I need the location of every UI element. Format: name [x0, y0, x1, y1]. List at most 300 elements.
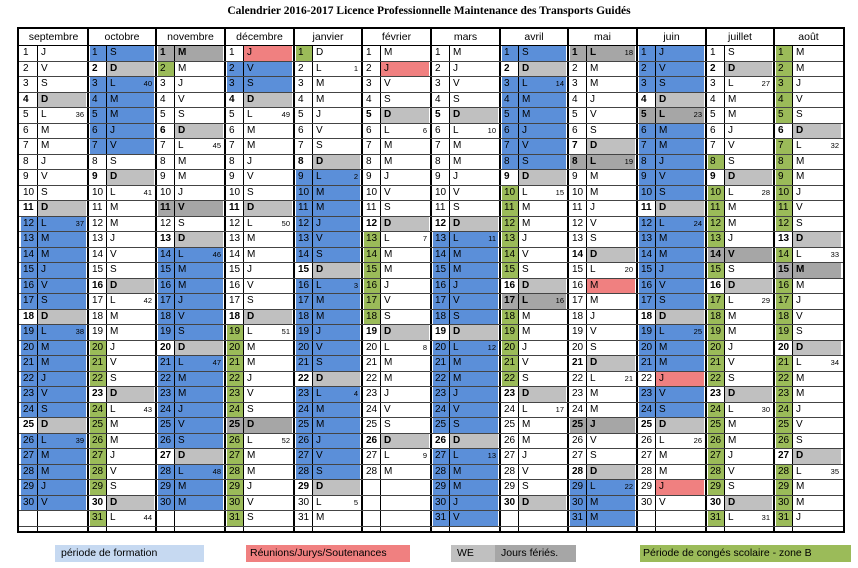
day-number: 30	[710, 497, 722, 508]
day-cell	[502, 402, 566, 417]
day-letter: V	[247, 63, 254, 74]
day-cell	[296, 247, 360, 262]
day-number: 12	[92, 218, 104, 229]
day-letter: M	[590, 280, 599, 291]
day-number: 7	[504, 140, 510, 151]
day-cell	[570, 123, 635, 138]
day-cell	[227, 278, 292, 293]
day-cell	[364, 417, 429, 433]
day-letter: L	[178, 140, 184, 151]
day-number: 16	[23, 280, 35, 291]
day-cell	[227, 293, 292, 309]
day-cell	[21, 355, 86, 371]
week-number: 14	[555, 79, 564, 88]
day-cell	[433, 185, 498, 200]
day-number: 14	[504, 249, 516, 260]
week-number: 46	[212, 250, 221, 259]
day-letter: M	[178, 388, 187, 399]
day-letter: L	[110, 78, 116, 89]
day-letter: S	[522, 47, 529, 58]
day-letter: L	[453, 342, 459, 353]
month-divider	[567, 29, 569, 531]
day-letter: L	[384, 342, 390, 353]
day-letter: S	[178, 326, 185, 337]
day-cell	[227, 340, 292, 355]
day-cell	[570, 293, 635, 309]
day-letter: M	[522, 218, 531, 229]
day-number: 13	[366, 233, 378, 244]
day-number: 10	[778, 187, 790, 198]
day-cell	[502, 371, 566, 386]
day-cell	[776, 510, 841, 526]
day-letter: S	[41, 187, 48, 198]
day-number: 18	[710, 311, 722, 322]
day-letter: L	[796, 357, 802, 368]
legend-we: WE	[451, 545, 501, 562]
day-cell	[90, 185, 154, 200]
day-letter: M	[178, 47, 187, 58]
day-cell	[433, 433, 498, 448]
day-cell	[570, 340, 635, 355]
day-number: 27	[298, 450, 310, 461]
day-letter: J	[41, 264, 46, 275]
day-number: 9	[92, 171, 98, 182]
day-letter: M	[384, 264, 393, 275]
day-cell	[296, 154, 360, 169]
day-number: 26	[572, 435, 584, 446]
day-cell	[90, 76, 154, 92]
day-letter: J	[247, 373, 252, 384]
day-letter: S	[796, 109, 803, 120]
day-letter: D	[41, 311, 49, 322]
day-number: 18	[435, 311, 447, 322]
day-letter: L	[247, 326, 253, 337]
day-number: 13	[641, 233, 653, 244]
day-cell	[158, 495, 223, 510]
day-cell	[90, 216, 154, 231]
day-letter: L	[590, 481, 596, 492]
day-number: 12	[504, 218, 516, 229]
day-letter: J	[178, 404, 183, 415]
day-cell	[502, 495, 566, 510]
day-cell	[364, 464, 429, 479]
day-number: 6	[641, 125, 647, 136]
week-number: 18	[624, 48, 633, 57]
day-number: 11	[504, 202, 515, 213]
week-number: 36	[75, 110, 84, 119]
day-cell	[364, 247, 429, 262]
day-letter: D	[522, 280, 530, 291]
day-number: 1	[572, 47, 578, 58]
day-number: 29	[435, 481, 447, 492]
day-cell	[90, 340, 154, 355]
week-number: 2	[353, 172, 358, 181]
day-letter: D	[110, 280, 118, 291]
day-cell	[296, 464, 360, 479]
row-divider	[19, 185, 843, 186]
week-number: 4	[353, 389, 358, 398]
month-divider	[224, 29, 226, 531]
week-number: 40	[143, 79, 152, 88]
day-cell	[21, 479, 86, 495]
day-number: 31	[572, 512, 584, 523]
day-cell	[158, 216, 223, 231]
day-letter: S	[659, 295, 666, 306]
day-number: 21	[366, 357, 378, 368]
day-letter: J	[110, 233, 115, 244]
day-cell	[364, 371, 429, 386]
day-cell	[158, 45, 223, 61]
day-number: 1	[710, 47, 716, 58]
day-number: 23	[366, 388, 378, 399]
day-letter: V	[41, 388, 48, 399]
day-number: 23	[435, 388, 447, 399]
day-number: 17	[160, 295, 172, 306]
week-number: 52	[281, 436, 290, 445]
day-cell	[708, 216, 772, 231]
day-number: 7	[572, 140, 578, 151]
week-number: 48	[212, 467, 221, 476]
day-number: 11	[641, 202, 652, 213]
day-number: 9	[778, 171, 784, 182]
day-number: 26	[298, 435, 310, 446]
day-cell	[158, 169, 223, 185]
week-number: 34	[830, 358, 839, 367]
day-letter: J	[522, 233, 527, 244]
day-number: 31	[92, 512, 104, 523]
day-cell	[296, 293, 360, 309]
day-letter: M	[247, 357, 256, 368]
day-letter: J	[590, 311, 595, 322]
day-number: 10	[160, 187, 172, 198]
day-cell	[158, 185, 223, 200]
day-letter: V	[247, 171, 254, 182]
day-cell	[433, 200, 498, 216]
day-cell	[364, 340, 429, 355]
day-letter: V	[110, 357, 117, 368]
day-cell	[227, 169, 292, 185]
day-number: 20	[298, 342, 310, 353]
day-cell	[708, 123, 772, 138]
day-cell	[708, 61, 772, 76]
day-number: 10	[435, 187, 447, 198]
day-letter: M	[522, 94, 531, 105]
day-letter: V	[316, 125, 323, 136]
day-cell	[502, 45, 566, 61]
day-cell	[227, 355, 292, 371]
day-letter: S	[316, 140, 323, 151]
day-number: 16	[298, 280, 310, 291]
day-cell	[502, 309, 566, 324]
day-letter: M	[522, 109, 531, 120]
row-divider	[19, 169, 843, 170]
day-number: 13	[92, 233, 104, 244]
day-number: 16	[366, 280, 378, 291]
day-cell	[433, 448, 498, 464]
day-cell	[433, 169, 498, 185]
day-number: 5	[572, 109, 578, 120]
day-cell	[433, 510, 498, 526]
day-number: 2	[298, 63, 304, 74]
row-divider	[19, 309, 843, 310]
day-cell	[776, 92, 841, 107]
day-letter: J	[659, 373, 664, 384]
day-cell	[708, 185, 772, 200]
day-number: 22	[641, 373, 653, 384]
day-number: 13	[778, 233, 790, 244]
day-number: 10	[504, 187, 516, 198]
day-number: 18	[23, 311, 35, 322]
day-number: 2	[160, 63, 166, 74]
day-letter: V	[41, 171, 48, 182]
day-number: 4	[572, 94, 578, 105]
day-number: 9	[641, 171, 647, 182]
day-number: 5	[92, 109, 98, 120]
day-number: 13	[504, 233, 516, 244]
day-letter: L	[522, 404, 528, 415]
day-cell	[227, 479, 292, 495]
row-divider	[19, 386, 843, 387]
day-letter: J	[659, 481, 664, 492]
day-cell	[708, 417, 772, 433]
day-cell	[639, 92, 704, 107]
day-cell	[90, 154, 154, 169]
day-cell	[21, 61, 86, 76]
day-letter: V	[590, 218, 597, 229]
day-letter: S	[728, 373, 735, 384]
day-number: 17	[435, 295, 447, 306]
day-letter: D	[522, 63, 530, 74]
day-number: 14	[641, 249, 653, 260]
day-cell	[433, 92, 498, 107]
day-number: 20	[504, 342, 516, 353]
day-column-divider	[792, 45, 793, 531]
day-letter: V	[178, 94, 185, 105]
day-number: 17	[366, 295, 378, 306]
day-cell	[158, 340, 223, 355]
week-number: 24	[693, 219, 702, 228]
day-cell	[433, 293, 498, 309]
day-letter: D	[178, 125, 186, 136]
day-letter: M	[796, 264, 805, 275]
day-number: 19	[504, 326, 516, 337]
day-letter: M	[316, 512, 325, 523]
month-header: décembre	[236, 31, 283, 43]
day-cell	[639, 402, 704, 417]
day-number: 21	[23, 357, 35, 368]
day-cell	[364, 45, 429, 61]
day-cell	[227, 495, 292, 510]
day-cell	[708, 386, 772, 402]
day-number: 27	[710, 450, 722, 461]
day-letter: V	[522, 357, 529, 368]
day-letter: D	[590, 140, 598, 151]
day-cell	[570, 495, 635, 510]
day-cell	[158, 402, 223, 417]
day-letter: D	[110, 388, 118, 399]
day-letter: S	[110, 481, 117, 492]
day-letter: M	[453, 466, 462, 477]
month-header: janvier	[312, 31, 344, 43]
day-number: 14	[366, 249, 378, 260]
day-letter: M	[384, 47, 393, 58]
day-cell	[227, 386, 292, 402]
day-cell	[639, 247, 704, 262]
day-number: 5	[641, 109, 647, 120]
day-letter: V	[796, 311, 803, 322]
day-number: 25	[572, 419, 584, 430]
day-cell	[502, 433, 566, 448]
day-cell	[90, 262, 154, 278]
day-letter: M	[316, 78, 325, 89]
day-cell	[570, 324, 635, 340]
day-number: 2	[778, 63, 784, 74]
day-number: 30	[298, 497, 310, 508]
day-cell	[776, 386, 841, 402]
day-number: 19	[710, 326, 722, 337]
day-number: 21	[572, 357, 584, 368]
day-letter: S	[728, 481, 735, 492]
day-letter: M	[590, 295, 599, 306]
day-number: 21	[229, 357, 241, 368]
day-number: 25	[92, 419, 104, 430]
day-letter: M	[453, 249, 462, 260]
day-letter: M	[728, 218, 737, 229]
day-number: 17	[298, 295, 310, 306]
day-cell	[776, 293, 841, 309]
day-letter: M	[247, 450, 256, 461]
month-divider	[361, 29, 363, 531]
day-cell	[639, 231, 704, 247]
day-number: 2	[366, 63, 372, 74]
day-number: 9	[366, 171, 372, 182]
row-divider	[19, 355, 843, 356]
day-number: 10	[366, 187, 378, 198]
day-cell	[776, 123, 841, 138]
day-letter: J	[41, 373, 46, 384]
day-number: 23	[229, 388, 241, 399]
day-cell	[90, 479, 154, 495]
day-number: 4	[710, 94, 716, 105]
day-number: 6	[23, 125, 29, 136]
day-letter: V	[316, 342, 323, 353]
day-cell	[364, 216, 429, 231]
day-letter: J	[453, 497, 458, 508]
day-letter: M	[41, 140, 50, 151]
day-letter: S	[522, 264, 529, 275]
day-letter: D	[316, 264, 324, 275]
day-letter: L	[316, 63, 322, 74]
week-number: 51	[281, 327, 290, 336]
day-letter: M	[590, 388, 599, 399]
day-number: 25	[641, 419, 653, 430]
day-cell	[158, 479, 223, 495]
day-cell	[364, 278, 429, 293]
day-number: 11	[572, 202, 583, 213]
day-cell	[90, 61, 154, 76]
day-number: 25	[298, 419, 310, 430]
day-number: 4	[23, 94, 29, 105]
day-number: 13	[298, 233, 310, 244]
day-number: 26	[778, 435, 790, 446]
day-number: 6	[778, 125, 784, 136]
day-letter: M	[316, 187, 325, 198]
day-cell	[21, 309, 86, 324]
day-cell	[639, 76, 704, 92]
day-number: 14	[572, 249, 584, 260]
day-number: 19	[92, 326, 104, 337]
day-number: 7	[23, 140, 29, 151]
day-letter: S	[316, 249, 323, 260]
day-letter: M	[247, 249, 256, 260]
day-letter: M	[659, 357, 668, 368]
day-number: 9	[23, 171, 29, 182]
day-number: 16	[435, 280, 447, 291]
day-number: 5	[366, 109, 372, 120]
day-cell	[227, 61, 292, 76]
week-number: 43	[143, 405, 152, 414]
day-letter: M	[453, 373, 462, 384]
day-number: 28	[23, 466, 35, 477]
month-header: novembre	[167, 31, 214, 43]
day-number: 2	[435, 63, 441, 74]
day-letter: M	[110, 311, 119, 322]
day-number: 1	[504, 47, 510, 58]
day-cell	[296, 479, 360, 495]
day-cell	[158, 324, 223, 340]
day-letter: V	[178, 202, 185, 213]
day-letter: V	[590, 109, 597, 120]
day-letter: J	[316, 435, 321, 446]
day-letter: M	[110, 218, 119, 229]
day-cell	[570, 61, 635, 76]
day-letter: M	[728, 419, 737, 430]
day-letter: V	[41, 63, 48, 74]
day-cell	[364, 138, 429, 154]
calendar-grid	[17, 27, 845, 533]
day-number: 7	[298, 140, 304, 151]
day-cell	[21, 495, 86, 510]
week-number: 32	[830, 141, 839, 150]
day-cell	[639, 45, 704, 61]
day-cell	[502, 138, 566, 154]
row-divider	[19, 510, 843, 511]
day-cell	[158, 371, 223, 386]
day-letter: S	[178, 109, 185, 120]
day-letter: M	[110, 326, 119, 337]
week-number: 11	[488, 234, 496, 243]
day-cell	[433, 216, 498, 231]
day-cell	[364, 200, 429, 216]
day-cell	[502, 324, 566, 340]
month-header: juin	[663, 31, 680, 43]
day-column-divider	[380, 45, 381, 531]
day-letter: L	[590, 264, 596, 275]
day-cell	[158, 355, 223, 371]
day-cell	[433, 61, 498, 76]
day-number: 19	[229, 326, 241, 337]
day-cell	[502, 216, 566, 231]
day-number: 9	[710, 171, 716, 182]
day-cell	[364, 293, 429, 309]
day-cell	[639, 123, 704, 138]
day-number: 2	[229, 63, 235, 74]
day-number: 26	[92, 435, 104, 446]
day-letter: S	[522, 373, 529, 384]
day-letter: V	[728, 466, 735, 477]
day-cell	[21, 371, 86, 386]
legend-jury: Réunions/Jurys/Soutenances	[246, 545, 410, 562]
